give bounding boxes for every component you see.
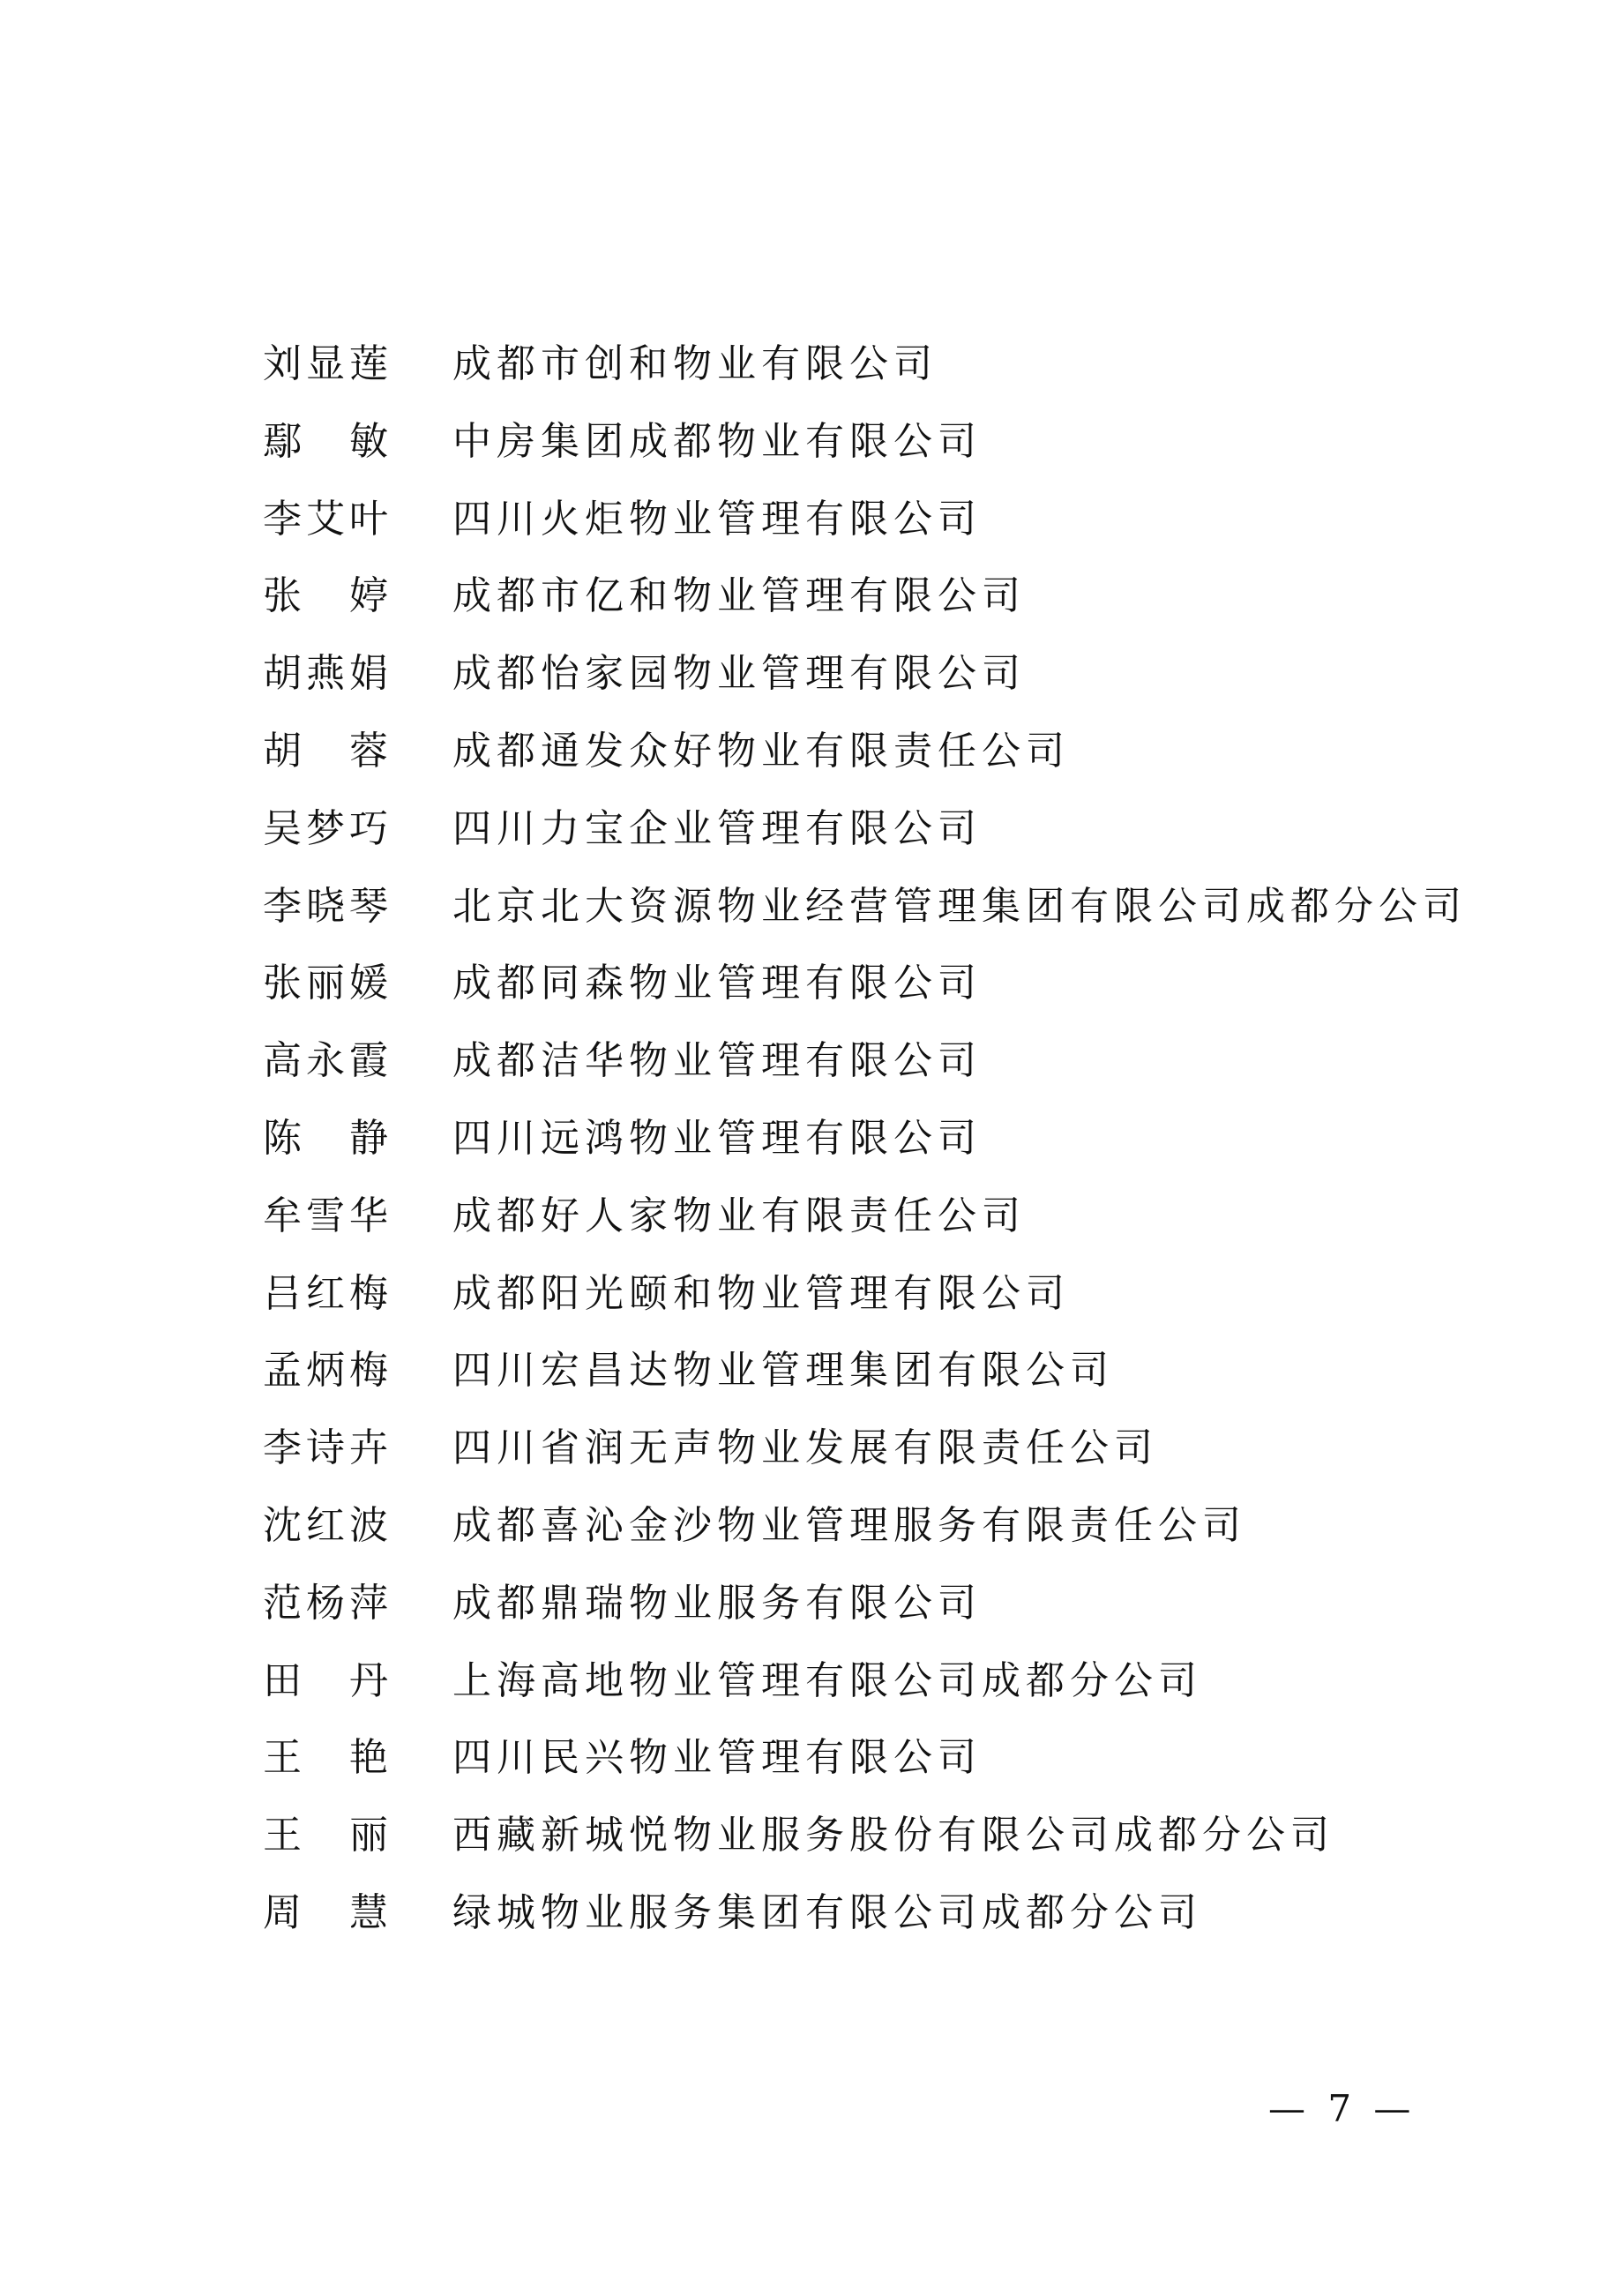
person-name: 张 婷	[263, 573, 392, 619]
list-item	[263, 729, 1467, 807]
person-name: 孟炳梅	[263, 1348, 392, 1394]
list-item	[263, 961, 1467, 1039]
company-name: 成都同森物业管理有限公司	[452, 961, 982, 1006]
company-name: 四川民兴物业管理有限公司	[452, 1735, 982, 1781]
list-item	[263, 807, 1467, 885]
company-name: 成都洁华物业管理有限公司	[452, 1038, 982, 1084]
recipient-list	[263, 342, 1467, 1969]
company-name: 四川宏昌达物业管理集团有限公司	[452, 1348, 1114, 1394]
company-name: 成都市创和物业有限公司	[452, 341, 938, 386]
company-name: 四川省润无声物业发展有限责任公司	[452, 1425, 1158, 1471]
person-name: 陈 静	[263, 1115, 392, 1161]
list-item	[263, 652, 1467, 729]
list-item	[263, 1504, 1467, 1582]
person-name: 李艾叶	[263, 496, 392, 542]
list-item	[263, 1039, 1467, 1117]
list-item	[263, 1194, 1467, 1272]
company-name: 成都鼎瑞物业服务有限公司	[452, 1580, 982, 1626]
person-name: 吴梦巧	[263, 805, 392, 851]
company-name: 绿城物业服务集团有限公司成都分公司	[452, 1889, 1202, 1935]
list-item	[263, 574, 1467, 652]
person-name: 刘显莲	[263, 341, 392, 386]
list-item	[263, 1117, 1467, 1194]
person-name: 沈红波	[263, 1502, 392, 1548]
list-item	[263, 1426, 1467, 1504]
company-name: 中房集团成都物业有限公司	[452, 418, 982, 464]
company-name: 西藏新城悦物业服务股份有限公司成都分公司	[452, 1813, 1334, 1858]
list-item	[263, 1736, 1467, 1814]
list-item	[263, 1814, 1467, 1891]
company-name: 成都通发众好物业有限责任公司	[452, 728, 1070, 774]
list-item	[263, 342, 1467, 420]
company-name: 成都好人家物业有限责任公司	[452, 1193, 1026, 1238]
person-name: 王 丽	[263, 1813, 392, 1858]
list-item	[263, 1272, 1467, 1350]
person-name: 高永霞	[263, 1038, 392, 1084]
company-name: 四川远鸿物业管理有限公司	[452, 1115, 982, 1161]
company-name: 四川力宝企业管理有限公司	[452, 805, 982, 851]
list-item	[263, 1582, 1467, 1659]
company-name: 上海高地物业管理有限公司成都分公司	[452, 1657, 1202, 1703]
company-name: 四川火炬物业管理有限公司	[452, 496, 982, 542]
person-name: 吕红梅	[263, 1270, 392, 1316]
person-name: 张丽媛	[263, 961, 392, 1006]
company-name: 成都阳光颐和物业管理有限公司	[452, 1270, 1070, 1316]
person-name: 胡燕娟	[263, 651, 392, 697]
list-item	[263, 1659, 1467, 1737]
company-name: 北京北大资源物业经营管理集团有限公司成都分公司	[452, 883, 1467, 929]
person-name: 鄢 敏	[263, 418, 392, 464]
list-item	[263, 1349, 1467, 1426]
company-name: 成都怡家园物业管理有限公司	[452, 651, 1026, 697]
list-item	[263, 497, 1467, 575]
company-name: 成都市亿和物业管理有限公司	[452, 573, 1026, 619]
person-name: 王 艳	[263, 1735, 392, 1781]
page-number: — 7 —	[1268, 2087, 1416, 2130]
person-name: 牟雪华	[263, 1193, 392, 1238]
list-item	[263, 1891, 1467, 1969]
company-name: 成都喜沁金沙物业管理服务有限责任公司	[452, 1502, 1246, 1548]
list-item	[263, 885, 1467, 962]
person-name: 周 慧	[263, 1889, 392, 1935]
person-name: 李诗卉	[263, 1425, 392, 1471]
person-name: 胡 蓉	[263, 728, 392, 774]
list-item	[263, 420, 1467, 497]
person-name: 李晓琴	[263, 883, 392, 929]
person-name: 范杨萍	[263, 1580, 392, 1626]
person-name: 田 丹	[263, 1657, 392, 1703]
